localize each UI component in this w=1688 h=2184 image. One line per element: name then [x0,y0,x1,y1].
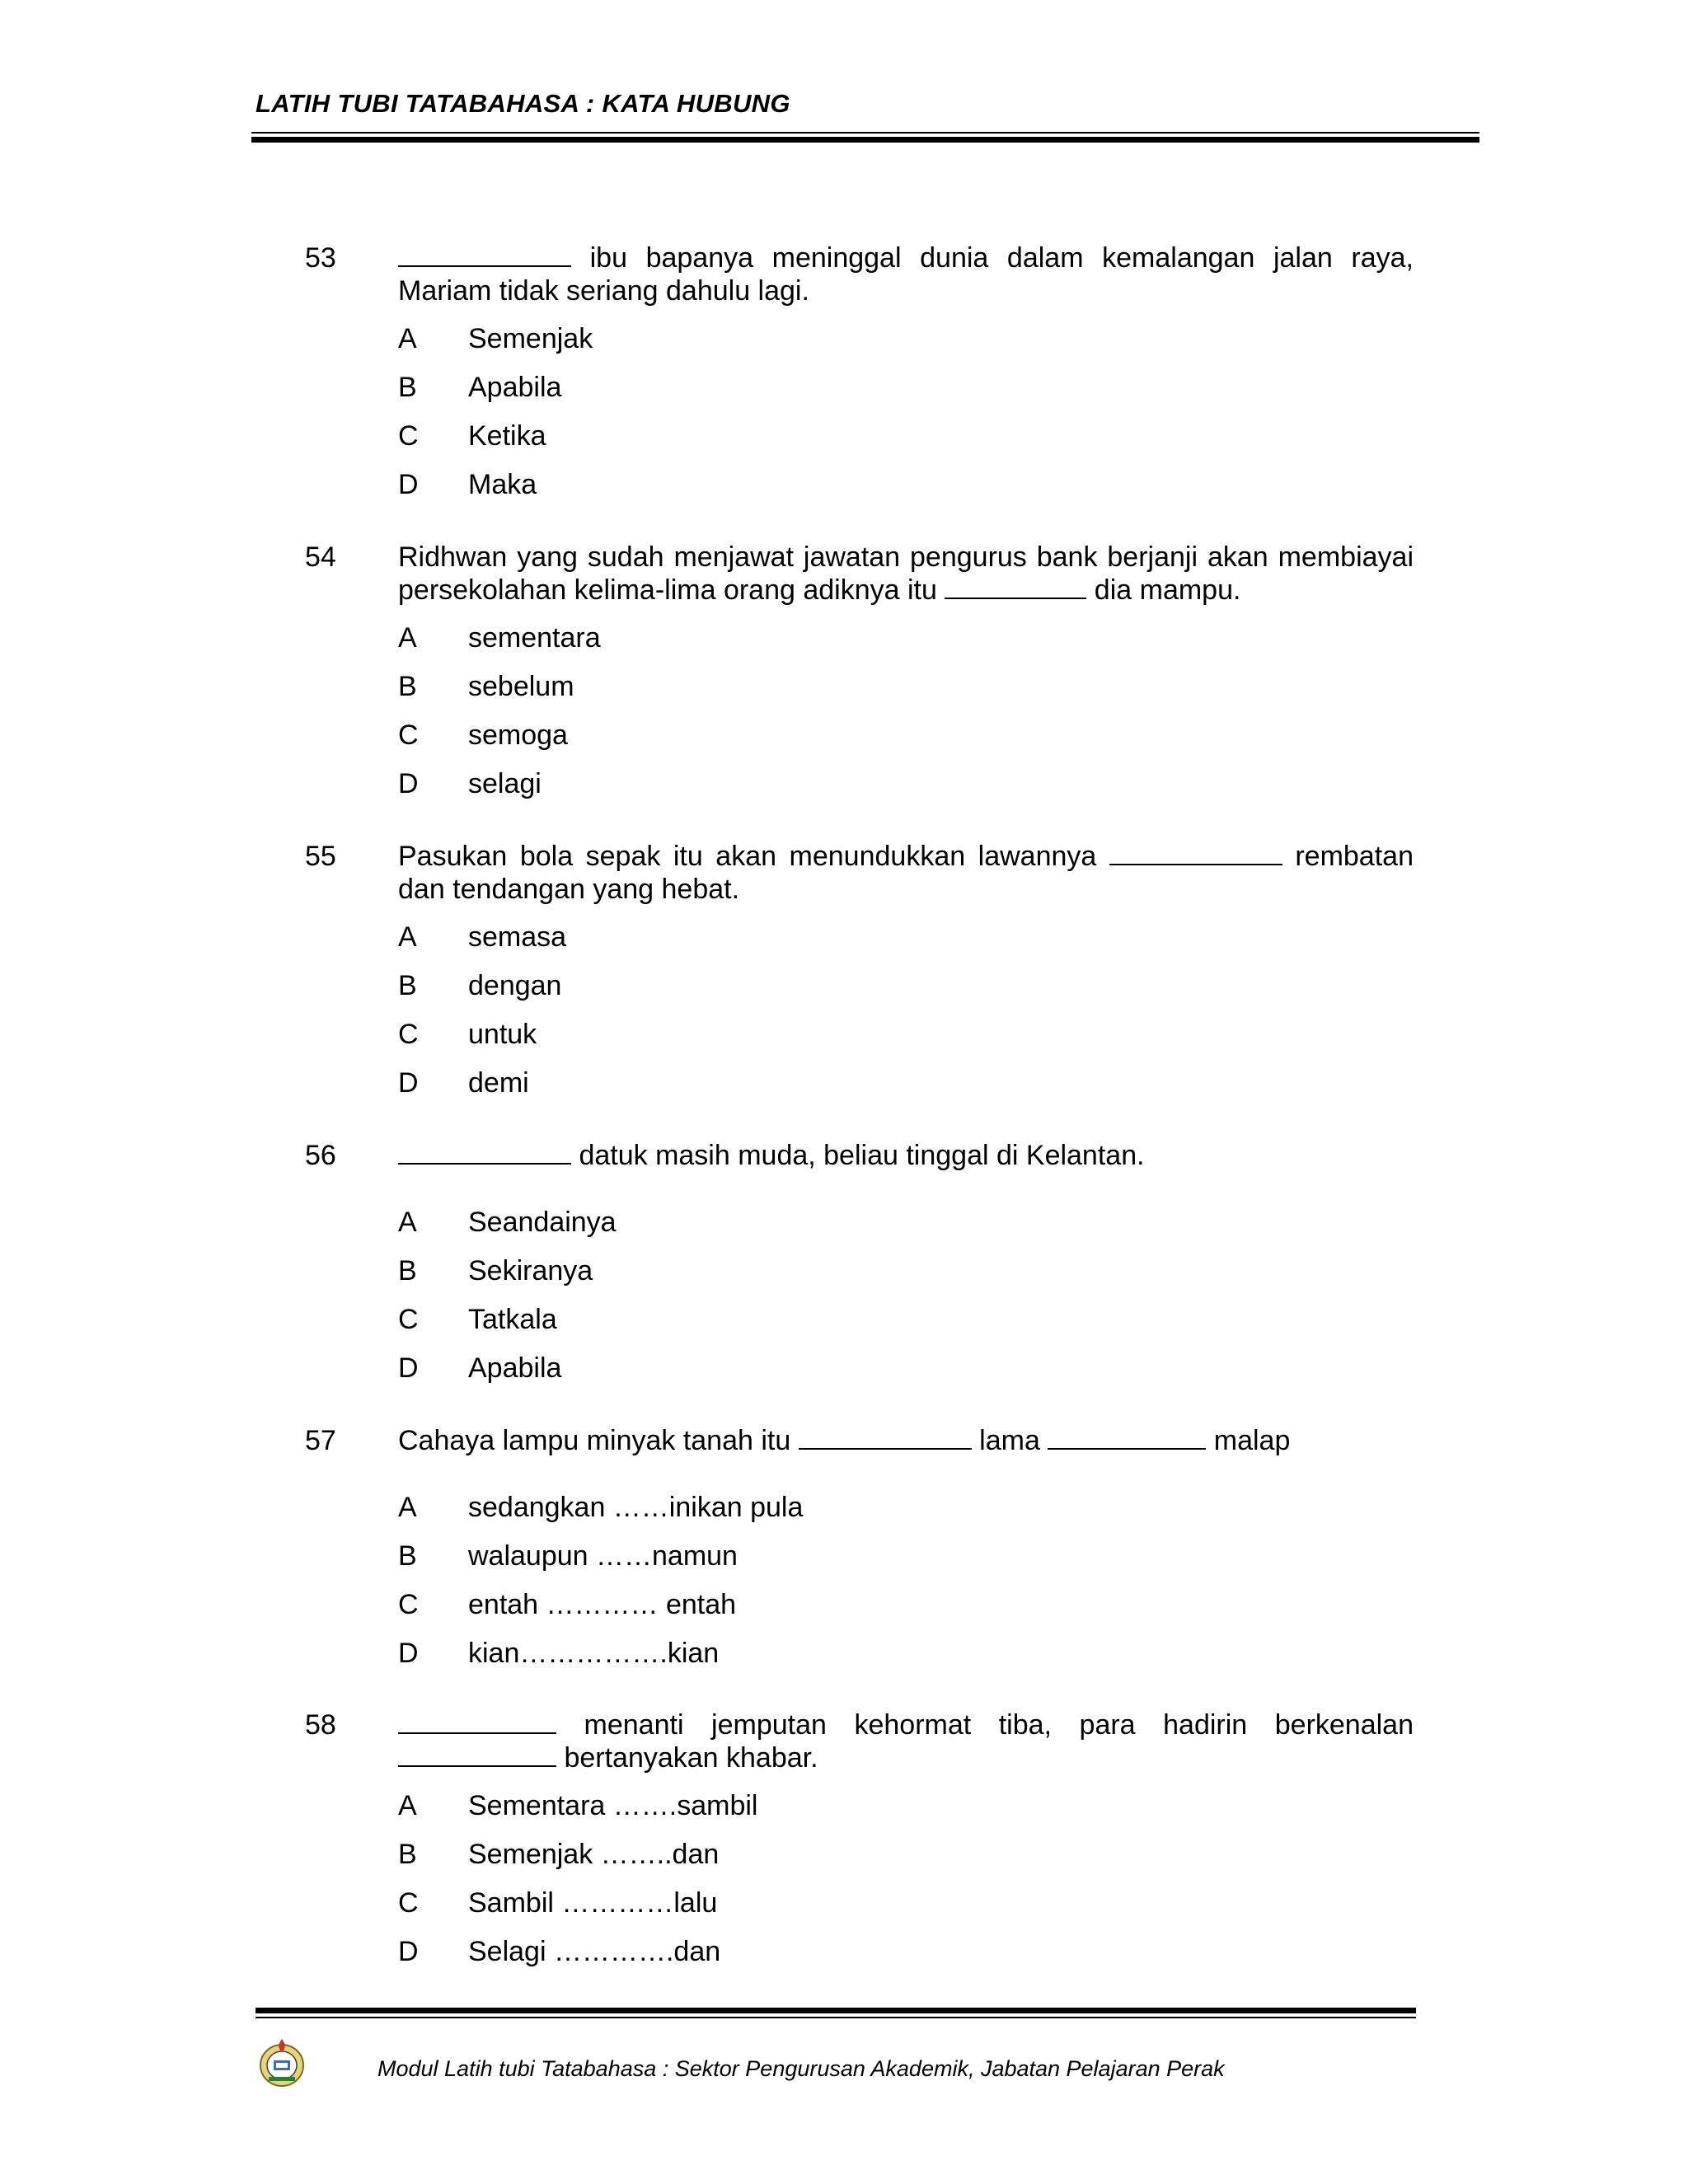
option-d [398,1066,1387,1099]
option-text: semoga [468,719,568,751]
option-text: Apabila [468,1352,562,1384]
option-text: sementara [468,622,601,654]
option-b [398,1838,1387,1871]
answer-blank [1109,841,1282,865]
question-text-line-2: Mariam tidak seriang dahulu lagi. [398,275,809,307]
option-letter: C [398,1304,419,1335]
option-d [398,1352,1387,1385]
option-c [398,1588,1387,1621]
option-letter: C [398,420,419,452]
option-c [398,719,1387,752]
option-c [398,419,1387,452]
option-text: Tatkala [468,1304,557,1335]
option-a [398,322,1387,355]
answer-blank [398,1742,556,1767]
option-letter: C [398,1019,419,1050]
answer-blank [398,1709,556,1734]
option-d [398,1935,1387,1968]
option-letter: D [398,1638,419,1669]
option-text: Maka [468,469,537,500]
option-text: sedangkan ……inikan pula [468,1492,804,1523]
question-number: 58 [305,1709,336,1741]
option-text: sebelum [468,671,574,702]
option-a [398,921,1387,954]
option-text: selagi [468,768,542,799]
option-text: untuk [468,1019,537,1050]
question-number: 53 [305,242,336,274]
question-text-line-2: persekolahan kelima-lima orang adiknya itu dia mampu. [398,574,1241,606]
option-a [398,621,1387,654]
option-a [398,1491,1387,1524]
option-text: Semenjak [468,323,593,354]
question-text-line-2: dan tendangan yang hebat. [398,874,740,905]
answer-blank [398,242,571,267]
option-d [398,767,1387,800]
option-c [398,1303,1387,1336]
answer-blank [398,1140,571,1165]
page-header-title: LATIH TUBI TATABAHASA : KATA HUBUNG [256,89,790,118]
option-b [398,670,1387,703]
footer-rule-thin [256,2017,1416,2018]
perak-crest-icon [257,2036,307,2090]
option-letter: D [398,1936,419,1967]
option-text: Seandainya [468,1207,617,1238]
option-d [398,468,1387,501]
option-letter: A [398,622,417,654]
answer-blank [945,574,1086,599]
option-b [398,1254,1387,1287]
option-letter: D [398,768,419,799]
question-text-line-1: datuk masih muda, beliau tinggal di Kelantan. [398,1139,1414,1172]
question-text-line-1: Cahaya lampu minyak tanah itu lama malap [398,1425,1291,1456]
option-letter: C [398,1887,419,1919]
option-text: Sambil …………lalu [468,1887,718,1919]
option-text: Sementara …….sambil [468,1790,758,1821]
option-d [398,1637,1387,1670]
option-letter: B [398,372,417,403]
option-letter: A [398,1492,417,1523]
question-number: 55 [305,841,336,872]
option-a [398,1206,1387,1239]
option-b [398,969,1387,1002]
option-b [398,1540,1387,1572]
option-letter: B [398,1255,417,1286]
question-text-line-1: menanti jemputan kehormat tiba, para hadirin berkenalan [398,1708,1414,1741]
question-number: 56 [305,1140,336,1171]
option-letter: B [398,671,417,702]
footer-text: Modul Latih tubi Tatabahasa : Sektor Pengurusan Akademik, Jabatan Pelajaran Perak [377,2056,1225,2081]
option-letter: A [398,323,417,354]
option-letter: C [398,719,419,751]
option-letter: D [398,469,419,500]
option-text: entah ………… entah [468,1589,737,1620]
answer-blank [1048,1425,1206,1450]
option-text: Sekiranya [468,1255,593,1286]
option-text: walaupun ……namun [468,1540,738,1572]
option-text: demi [468,1067,529,1099]
option-letter: D [398,1067,419,1099]
option-c [398,1018,1387,1051]
option-c [398,1886,1387,1919]
header-rule-thick [251,137,1479,143]
question-text-line-1: Ridhwan yang sudah menjawat jawatan pengurus bank berjanji akan membiayai [398,541,1414,573]
question-text-line-1: Pasukan bola sepak itu akan menundukkan lawannya rembatan [398,841,1414,872]
option-text: Semenjak ……..dan [468,1839,720,1870]
question-number: 57 [305,1425,336,1456]
option-letter: B [398,1540,417,1572]
header-rule-thin [251,132,1479,134]
answer-blank [799,1425,972,1450]
option-text: Selagi ………….dan [468,1936,721,1967]
option-letter: B [398,1839,417,1870]
option-letter: B [398,970,417,1001]
question-text-line-1: ibu bapanya meninggal dunia dalam kemalangan jalan raya, [398,241,1414,274]
option-b [398,371,1387,404]
option-letter: A [398,1790,417,1821]
option-text: Ketika [468,420,546,452]
option-letter: A [398,1207,417,1238]
option-letter: D [398,1352,419,1384]
option-a [398,1789,1387,1822]
option-text: kian…………….kian [468,1638,720,1669]
footer-rule-thick [256,2008,1416,2013]
option-letter: A [398,921,417,953]
option-text: Apabila [468,372,562,403]
option-letter: C [398,1589,419,1620]
option-text: dengan [468,970,562,1001]
option-text: semasa [468,921,567,953]
question-number: 54 [305,541,336,573]
question-text-line-2: bertanyakan khabar. [398,1741,1414,1774]
